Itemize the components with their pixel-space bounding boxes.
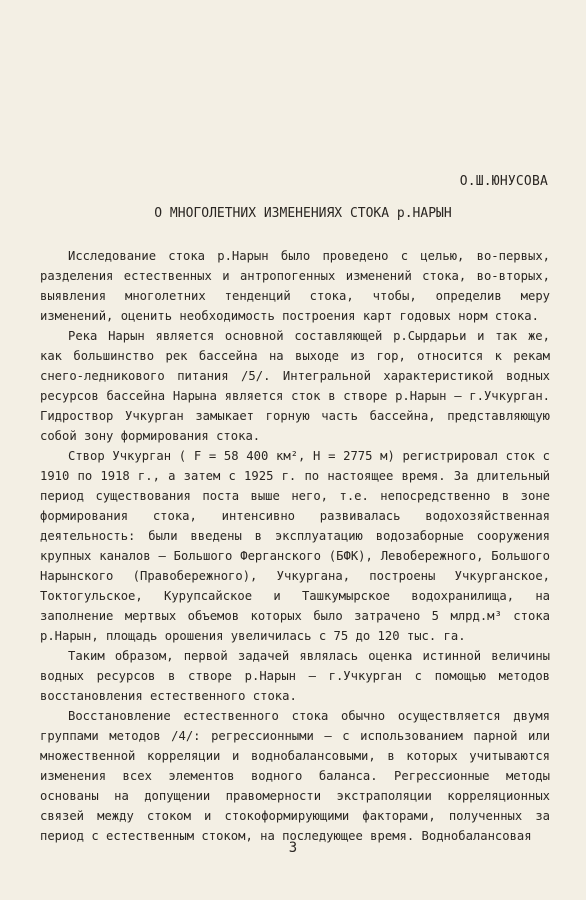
paragraph: Исследование стока р.Нарын было проведено с целью, во-первых, разделения естественных и антропогенных изменений стока, во-вторых, выявления многолетних тенденций стока, чтобы, определив меру изменений, оценить необходимость построения карт годовых норм стока. [40, 249, 550, 323]
page-number: 3 [288, 840, 298, 856]
article-body [40, 246, 550, 846]
article-title: О МНОГОЛЕТНИХ ИЗМЕНЕНИЯХ СТОКА р.НАРЫН [154, 206, 452, 221]
paragraph: Таким образом, первой задачей являлась оценка истинной величины водных ресурсов в створе р.Нарын – г.Учкурган с помощью методов восстановления естественного стока. [40, 649, 550, 703]
author-name: О.Ш.ЮНУСОВА [459, 174, 548, 189]
paragraph: Восстановление естественного стока обычно осуществляется двумя группами методов /4/: регрессионными – с использованием парной или множественной корреляции и воднобалансовыми, в которых учитываются изменения всех элементов водного баланса. Регрессионные методы основаны на допущении правомерности экстраполяции корреляционных связей между стоком и стокоформирующими факторами, полученных за период с естественным стоком, на последующее время. Воднобалансовая [40, 709, 550, 843]
paragraph: Створ Учкурган ( F = 58 400 км², H = 2775 м) регистрировал сток с 1910 по 1918 г., а затем с 1925 г. по настоящее время. За длительный период существования поста выше него, т.е. непосредственно в зоне формирования стока, интенсивно развивалась водохозяйственная деятельность: были введены в эксплуатацию водозаборные сооружения крупных каналов – Большого Ферганского (БФК), Левобережного, Большого Нарынского (Правобережного), Учкургана, построены Учкурганское, Токтогульское, Курупсайское и Ташкумырское водохранилища, на заполнение мертвых объемов которых было затрачено 5 млрд.м³ стока р.Нарын, площадь орошения увеличилась с 75 до 120 тыс. га. [40, 449, 550, 643]
paragraph: Река Нарын является основной составляющей р.Сырдарьи и так же, как большинство рек бассейна на выходе из гор, относится к рекам снего-ледникового питания /5/. Интегральной характеристикой водных ресурсов бассейна Нарына является сток в створе р.Нарын – г.Учкурган. Гидроствор Учкурган замыкает горную часть бассейна, представляющую собой зону формирования стока. [40, 329, 550, 443]
